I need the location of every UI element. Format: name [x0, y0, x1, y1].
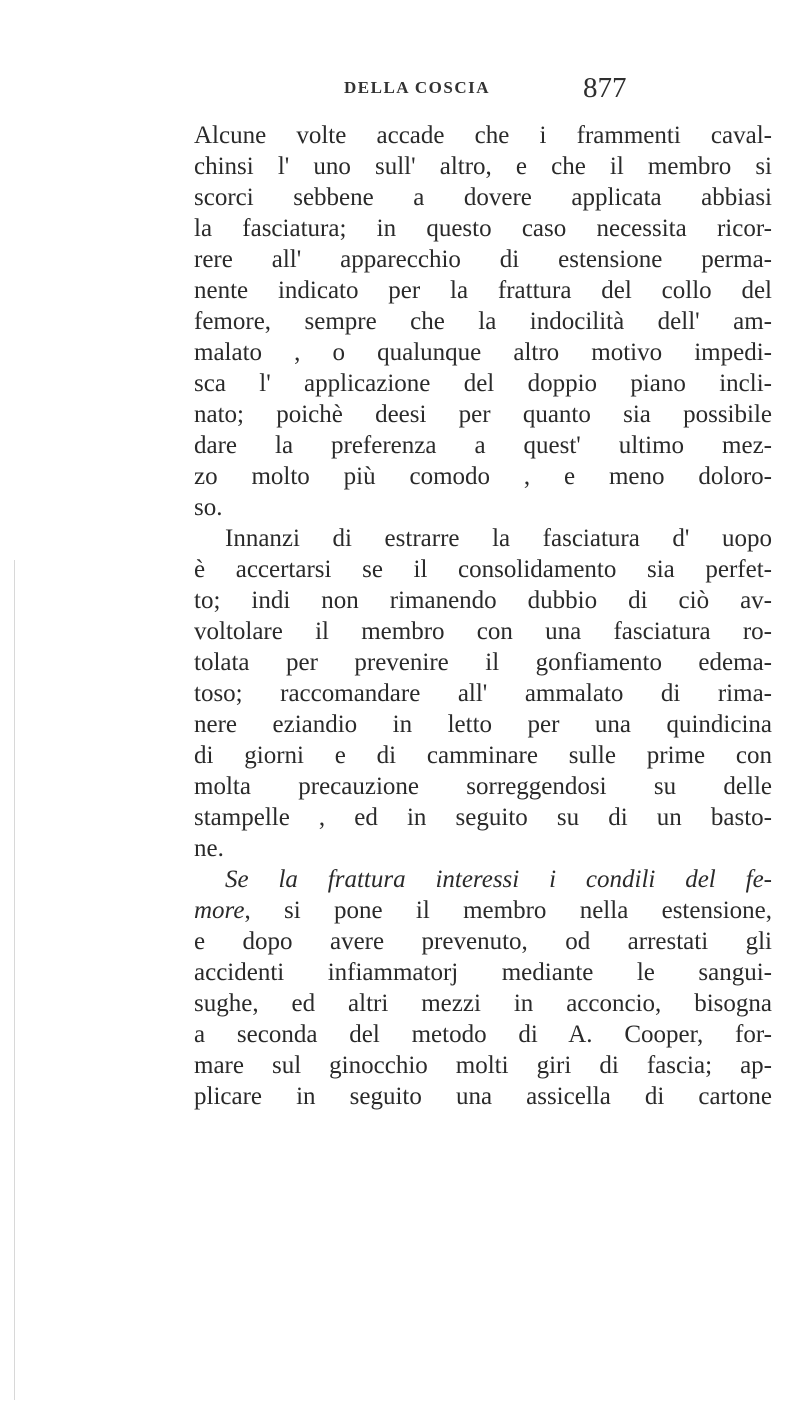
text-line: sca l' applicazione del doppio piano incli- — [194, 370, 772, 397]
text-line: toso; raccomandare all' ammalato di rima- — [194, 680, 772, 707]
text-line: e dopo avere prevenuto, od arrestati gli — [194, 928, 772, 955]
text-line: ne. — [194, 835, 224, 862]
text-line: sughe, ed altri mezzi in acconcio, bisogna — [194, 990, 772, 1017]
text-line: plicare in seguito una assicella di cartone — [194, 1083, 772, 1110]
text-fragment: , si pone il membro nella estensione, — [244, 897, 772, 924]
text-line: nente indicato per la frattura del collo del — [194, 277, 772, 304]
text-line: voltolare il membro con una fasciatura ro- — [194, 618, 772, 645]
text-line: nato; poichè deesi per quanto sia possibile — [194, 401, 772, 428]
text-line-italic: Se la frattura interessi i condili del fe- — [225, 866, 772, 893]
text-line: a seconda del metodo di A. Cooper, for- — [194, 1021, 772, 1048]
page-number: 877 — [583, 72, 627, 104]
text-line: femore, sempre che la indocilità dell' am- — [194, 308, 772, 335]
body-text — [194, 120, 794, 1112]
text-line: Alcune volte accade che i frammenti caval- — [194, 122, 772, 149]
text-line: di giorni e di camminare sulle prime con — [194, 742, 772, 769]
running-head: DELLA COSCIA — [344, 78, 491, 97]
text-line: Innanzi di estrarre la fasciatura d' uopo — [225, 525, 772, 552]
page-header — [0, 72, 800, 112]
text-line: mare sul ginocchio molti giri di fascia; ap- — [194, 1052, 772, 1079]
text-line: rere all' apparecchio di estensione perma- — [194, 246, 772, 273]
text-line — [194, 895, 772, 926]
text-line: so. — [194, 494, 223, 521]
text-line: accidenti infiammatorj mediante le sangui- — [194, 959, 772, 986]
text-line: chinsi l' uno sull' altro, e che il membro si — [194, 153, 772, 180]
text-line: è accertarsi se il consolidamento sia perfet- — [194, 556, 772, 583]
text-line: dare la preferenza a quest' ultimo mez- — [194, 432, 772, 459]
text-line: to; indi non rimanendo dubbio di ciò av- — [194, 587, 772, 614]
text-line: tolata per prevenire il gonfiamento edema- — [194, 649, 772, 676]
text-line: zo molto più comodo , e meno doloro- — [194, 463, 772, 490]
text-line: malato , o qualunque altro motivo impedi- — [194, 339, 772, 366]
text-line: stampelle , ed in seguito su di un basto- — [194, 804, 772, 831]
text-line: scorci sebbene a dovere applicata abbiasi — [194, 184, 772, 211]
italic-fragment: more — [194, 897, 245, 924]
text-line: molta precauzione sorreggendosi su delle — [194, 773, 772, 800]
text-line: la fasciatura; in questo caso necessita ricor- — [194, 215, 772, 242]
page-edge-line — [14, 560, 15, 1400]
text-line: nere eziandio in letto per una quindicina — [194, 711, 772, 738]
